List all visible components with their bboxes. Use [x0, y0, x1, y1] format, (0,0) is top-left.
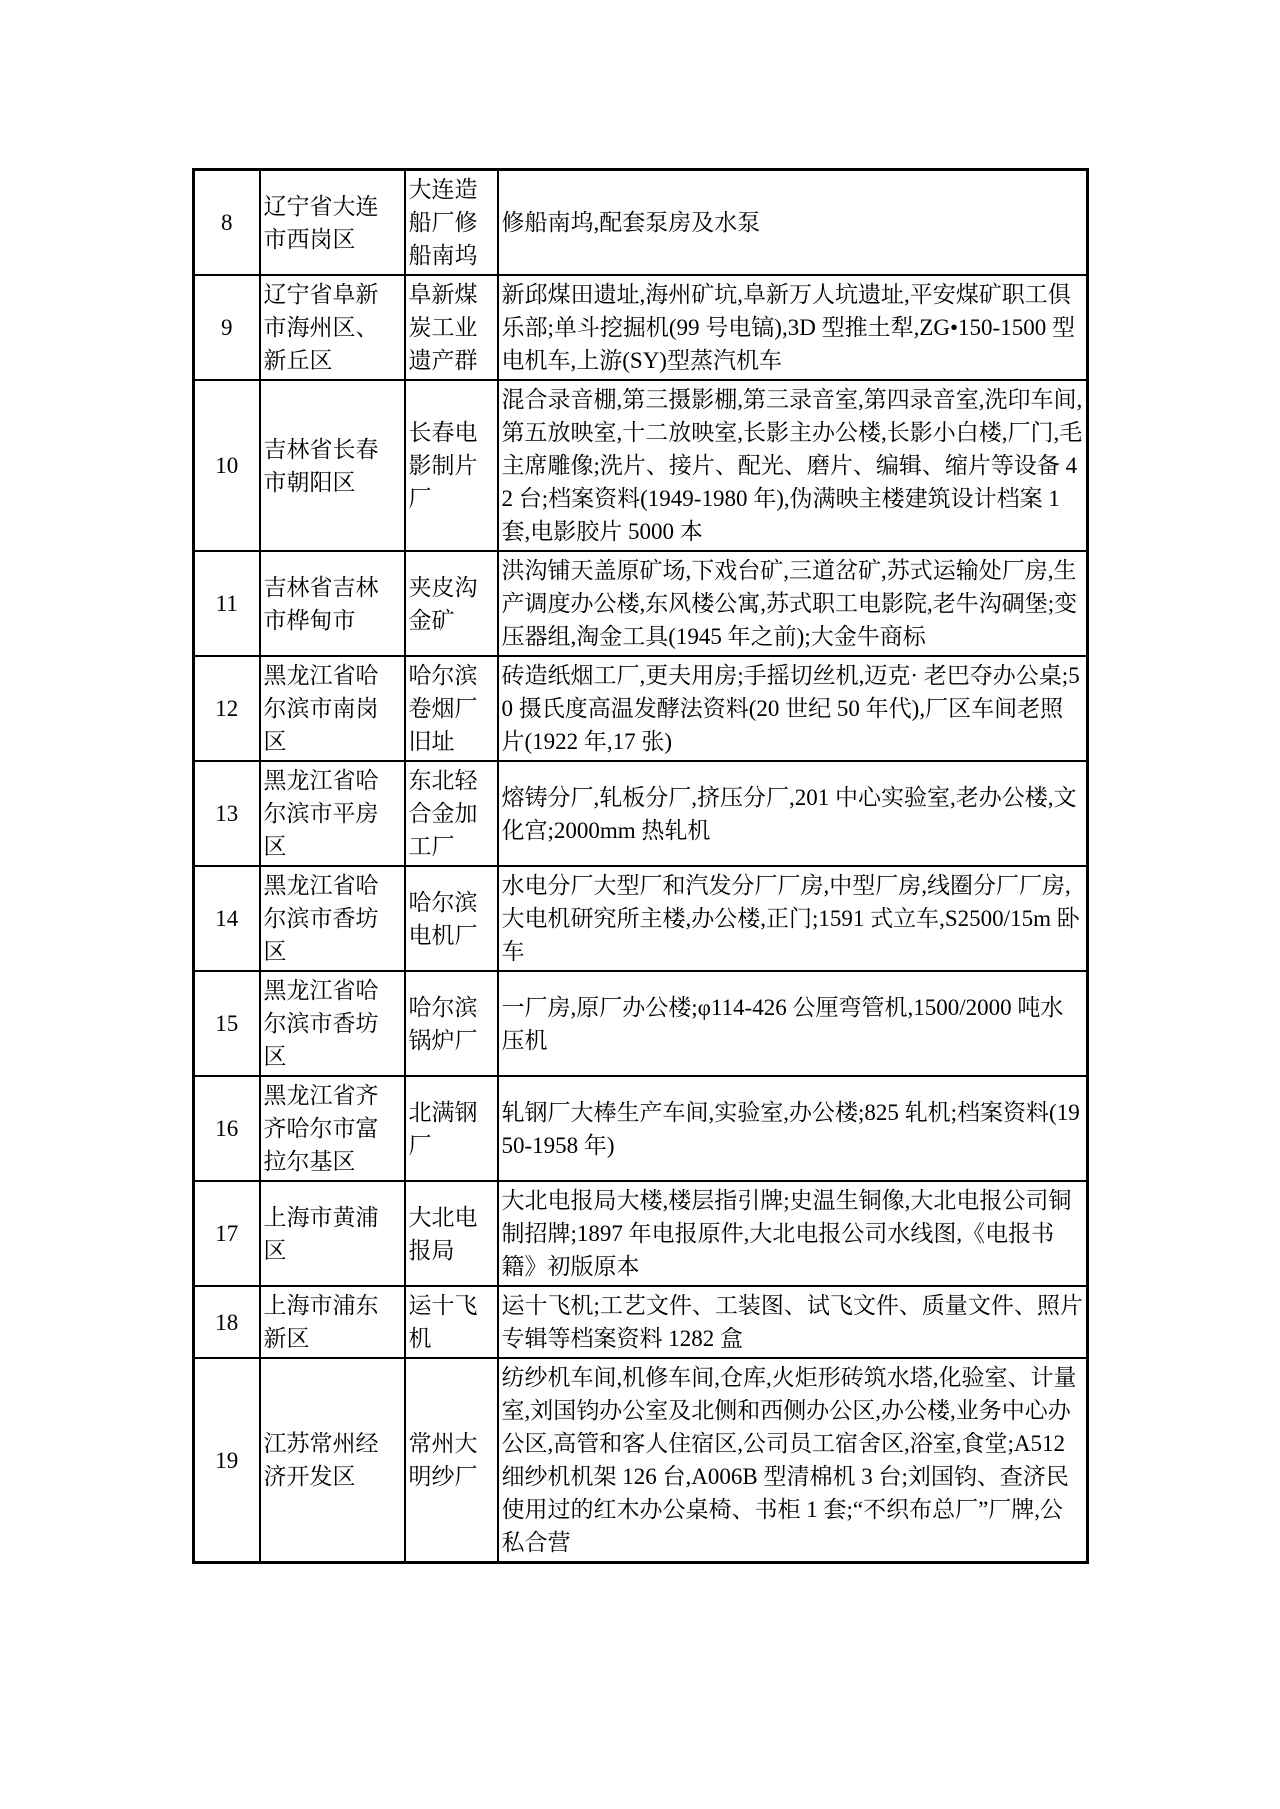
region-cell — [260, 1076, 405, 1181]
items-cell: 洪沟铺天盖原矿场,下戏台矿,三道岔矿,苏式运输处厂房,生产调度办公楼,东风楼公寓,苏式职工电影院,老牛沟碉堡;变压器组,淘金工具(1945 年之前);大金牛商标 — [498, 551, 1088, 656]
region-text: 辽宁省大连市西岗区 — [263, 193, 379, 252]
items-cell: 一厂房,原厂办公楼;φ114-426 公厘弯管机,1500/2000 吨水压机 — [498, 971, 1088, 1076]
site-cell — [405, 866, 498, 971]
row-number: 17 — [194, 1181, 260, 1286]
region-text: 黑龙江省哈尔滨市南岗区 — [263, 663, 379, 754]
row-number: 9 — [194, 275, 260, 380]
table-row — [194, 1358, 1088, 1563]
region-cell — [260, 761, 405, 866]
region-text: 上海市浦东新区 — [263, 1293, 379, 1351]
site-cell — [405, 380, 498, 551]
table-row — [194, 551, 1088, 656]
heritage-table — [192, 168, 1089, 1564]
table-row — [194, 971, 1088, 1076]
site-cell — [405, 971, 498, 1076]
region-cell — [260, 866, 405, 971]
site-cell — [405, 656, 498, 761]
region-cell — [260, 380, 405, 551]
table-row — [194, 380, 1088, 551]
table-row — [194, 1286, 1088, 1358]
table-row — [194, 1181, 1088, 1286]
items-cell: 大北电报局大楼,楼层指引牌;史温生铜像,大北电报公司铜制招牌;1897 年电报原件,大北电报公司水线图,《电报书籍》初版原本 — [498, 1181, 1088, 1286]
region-cell — [260, 1181, 405, 1286]
site-text: 夹皮沟金矿 — [408, 574, 478, 633]
site-cell — [405, 275, 498, 380]
items-cell: 水电分厂大型厂和汽发分厂厂房,中型厂房,线圈分厂厂房,大电机研究所主楼,办公楼,正门;1591 式立车,S2500/15m 卧车 — [498, 866, 1088, 971]
site-text: 东北轻合金加工厂 — [408, 768, 478, 859]
row-number: 10 — [194, 380, 260, 551]
region-text: 黑龙江省哈尔滨市平房区 — [263, 768, 379, 859]
table-row — [194, 866, 1088, 971]
items-cell: 修船南坞,配套泵房及水泵 — [498, 170, 1088, 276]
site-text: 长春电影制片厂 — [408, 420, 478, 511]
table-row — [194, 656, 1088, 761]
site-text: 大北电报局 — [408, 1204, 478, 1263]
row-number: 14 — [194, 866, 260, 971]
items-cell: 纺纱机车间,机修车间,仓库,火炬形砖筑水塔,化验室、计量室,刘国钧办公室及北侧和西侧办公区,办公楼,业务中心办公区,高管和客人住宿区,公司员工宿舍区,浴室,食堂;A512 细纱机机架 126 台,A006B 型清棉机 3 台;刘国钧、查济民使用过的红木办公桌椅、书柜 1 套;“不织布总厂”厂牌,公私合营 — [498, 1358, 1088, 1563]
region-cell — [260, 275, 405, 380]
items-cell: 混合录音棚,第三摄影棚,第三录音室,第四录音室,洗印车间,第五放映室,十二放映室,长影主办公楼,长影小白楼,厂门,毛主席雕像;洗片、接片、配光、磨片、编辑、缩片等设备 42 台;档案资料(1949-1980 年),伪满映主楼建筑设计档案 1 套,电影胶片 5000 本 — [498, 380, 1088, 551]
row-number: 18 — [194, 1286, 260, 1358]
site-text: 常州大明纱厂 — [408, 1431, 478, 1489]
site-cell — [405, 1286, 498, 1358]
region-cell — [260, 170, 405, 276]
row-number: 19 — [194, 1358, 260, 1563]
row-number: 13 — [194, 761, 260, 866]
region-cell — [260, 1286, 405, 1358]
items-cell: 砖造纸烟工厂,更夫用房;手摇切丝机,迈克· 老巴夺办公桌;50 摄氏度高温发酵法资料(20 世纪 50 年代),厂区车间老照片(1922 年,17 张) — [498, 656, 1088, 761]
row-number: 11 — [194, 551, 260, 656]
region-cell — [260, 656, 405, 761]
site-text: 哈尔滨卷烟厂旧址 — [408, 663, 478, 754]
site-text: 哈尔滨锅炉厂 — [408, 994, 478, 1053]
region-text: 黑龙江省齐齐哈尔市富拉尔基区 — [263, 1083, 379, 1174]
table-row — [194, 275, 1088, 380]
region-text: 吉林省长春市朝阳区 — [263, 436, 379, 495]
row-number: 15 — [194, 971, 260, 1076]
region-text: 黑龙江省哈尔滨市香坊区 — [263, 873, 379, 964]
region-cell — [260, 971, 405, 1076]
table-row — [194, 170, 1088, 276]
site-text: 运十飞机 — [408, 1293, 478, 1351]
site-text: 阜新煤炭工业遗产群 — [408, 282, 478, 373]
site-cell — [405, 170, 498, 276]
site-cell — [405, 761, 498, 866]
site-cell — [405, 551, 498, 656]
items-cell: 轧钢厂大棒生产车间,实验室,办公楼;825 轧机;档案资料(1950-1958 年) — [498, 1076, 1088, 1181]
region-text: 辽宁省阜新市海州区、新丘区 — [263, 282, 379, 373]
site-text: 北满钢厂 — [408, 1099, 478, 1158]
table-row — [194, 1076, 1088, 1181]
site-text: 大连造船厂修船南坞 — [408, 177, 478, 268]
region-cell — [260, 551, 405, 656]
items-cell: 熔铸分厂,轧板分厂,挤压分厂,201 中心实验室,老办公楼,文化宫;2000mm 热轧机 — [498, 761, 1088, 866]
region-cell — [260, 1358, 405, 1563]
site-cell — [405, 1181, 498, 1286]
row-number: 16 — [194, 1076, 260, 1181]
region-text: 吉林省吉林市桦甸市 — [263, 574, 379, 633]
items-cell: 新邱煤田遗址,海州矿坑,阜新万人坑遗址,平安煤矿职工俱乐部;单斗挖掘机(99 号电镐),3D 型推土犁,ZG•150-1500 型电机车,上游(SY)型蒸汽机车 — [498, 275, 1088, 380]
site-cell — [405, 1076, 498, 1181]
region-text: 江苏常州经济开发区 — [263, 1431, 379, 1489]
row-number: 12 — [194, 656, 260, 761]
table-row — [194, 761, 1088, 866]
items-cell: 运十飞机;工艺文件、工装图、试飞文件、质量文件、照片专辑等档案资料 1282 盒 — [498, 1286, 1088, 1358]
row-number: 8 — [194, 170, 260, 276]
region-text: 黑龙江省哈尔滨市香坊区 — [263, 978, 379, 1069]
region-text: 上海市黄浦区 — [263, 1204, 379, 1263]
site-cell — [405, 1358, 498, 1563]
site-text: 哈尔滨电机厂 — [408, 889, 478, 948]
